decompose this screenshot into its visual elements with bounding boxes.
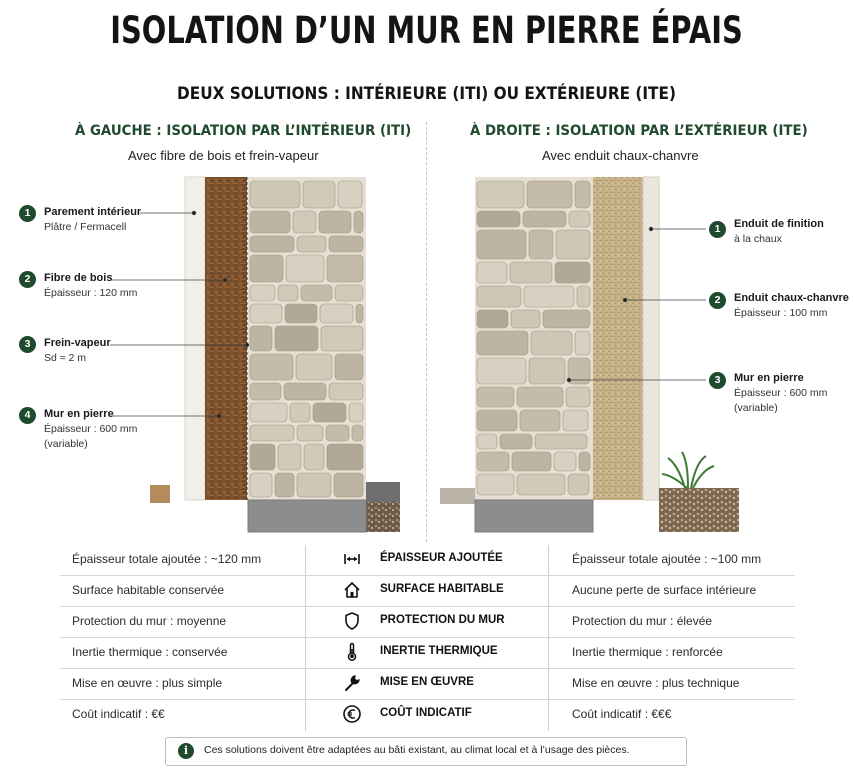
thermometer-icon — [342, 642, 362, 662]
label-detail: Sd ≈ 2 m — [44, 352, 86, 364]
label-detail: (variable) — [44, 438, 88, 450]
label-detail: Épaisseur : 600 mm — [734, 387, 828, 399]
stone-block — [303, 181, 335, 208]
ite-value: Coût indicatif : €€€ — [572, 707, 672, 721]
stone-block — [321, 326, 363, 351]
criterion-label: SURFACE HABITABLE — [380, 583, 504, 595]
stone-block — [555, 262, 590, 283]
stone-block — [510, 262, 552, 283]
stone-block — [477, 387, 514, 407]
label-detail: (variable) — [734, 402, 778, 414]
stone-block — [335, 354, 363, 380]
stone-block — [250, 304, 282, 323]
stone-block — [352, 425, 363, 441]
stone-block — [278, 285, 298, 301]
stone-block — [543, 310, 590, 328]
stone-block — [512, 452, 551, 471]
stone-block — [356, 304, 363, 323]
criterion-label: COÛT INDICATIF — [380, 707, 472, 719]
table-row — [60, 638, 795, 669]
stone-block — [477, 452, 509, 471]
label-title: Mur en pierre — [734, 372, 804, 384]
info-note-text: Ces solutions doivent être adaptées au bâti existant, au climat local et à l’usage des pièces. — [204, 744, 630, 756]
stone-block — [334, 473, 363, 497]
table-row — [60, 545, 795, 576]
criterion-label: ÉPAISSEUR AJOUTÉE — [380, 552, 503, 564]
stone-block — [250, 354, 293, 380]
stone-block — [500, 434, 532, 449]
right-section-title: À DROITE : ISOLATION PAR L’EXTÉRIEUR (ITE) — [470, 123, 808, 139]
ite-value: Aucune perte de surface intérieure — [572, 583, 757, 597]
stone-block — [320, 304, 353, 323]
label-title: Frein-vapeur — [44, 337, 111, 349]
house-icon — [342, 580, 362, 600]
stone-block — [527, 181, 572, 208]
stone-block — [511, 310, 540, 328]
label-title: Mur en pierre — [44, 408, 114, 420]
stone-block — [577, 286, 590, 307]
stone-block — [304, 444, 324, 470]
stone-block — [520, 410, 560, 431]
stone-block — [477, 230, 526, 259]
label-detail: Épaisseur : 100 mm — [734, 307, 828, 319]
label-title: Parement intérieur — [44, 206, 142, 218]
stone-block — [296, 354, 332, 380]
stone-block — [250, 326, 272, 351]
right-section-subtitle: Avec enduit chaux-chanvre — [542, 148, 699, 163]
stone-block — [531, 331, 572, 355]
badge-number: 2 — [19, 271, 36, 288]
info-note — [165, 737, 687, 766]
table-row — [60, 576, 795, 607]
badge-number: 1 — [19, 205, 36, 222]
shield-icon — [342, 611, 362, 631]
lime-finish-layer — [643, 177, 659, 500]
stone-block — [563, 410, 588, 431]
label-detail: à la chaux — [734, 233, 782, 245]
grass-plant — [662, 452, 714, 488]
label-detail: Épaisseur : 120 mm — [44, 287, 138, 299]
badge-number: 3 — [19, 336, 36, 353]
stone-block — [250, 383, 281, 400]
stone-block — [579, 452, 590, 471]
stone-block — [477, 286, 521, 307]
wrench-icon — [342, 673, 362, 693]
iti-value: Épaisseur totale ajoutée : ~120 mm — [72, 552, 262, 566]
badge-number: 3 — [709, 372, 726, 389]
stone-block — [477, 262, 507, 283]
stone-block — [293, 211, 316, 233]
stone-block — [566, 387, 590, 407]
stone-block — [517, 474, 565, 495]
stone-block — [250, 255, 283, 282]
stone-block — [250, 236, 294, 252]
badge-number: 1 — [709, 221, 726, 238]
interior-plaster-layer — [185, 177, 205, 500]
soil-gravel — [659, 488, 739, 532]
stone-block — [250, 285, 275, 301]
stone-block — [275, 473, 294, 497]
stone-block — [329, 236, 363, 252]
stone-block — [286, 255, 324, 282]
page-subtitle: DEUX SOLUTIONS : INTÉRIEURE (ITI) OU EXTÉRIEURE (ITE) — [177, 84, 676, 104]
page-title: ISOLATION D’UN MUR EN PIERRE ÉPAIS — [110, 9, 743, 52]
left-section-title: À GAUCHE : ISOLATION PAR L’INTÉRIEUR (ITI) — [75, 123, 412, 139]
table-row — [60, 669, 795, 700]
stone-block — [477, 181, 524, 208]
criterion-label: INERTIE THERMIQUE — [380, 645, 498, 657]
stone-block — [524, 286, 574, 307]
ite-value: Épaisseur totale ajoutée : ~100 mm — [572, 552, 762, 566]
stone-block — [250, 425, 294, 441]
concrete-foundation — [475, 500, 593, 532]
stone-block — [529, 358, 565, 384]
iti-value: Protection du mur : moyenne — [72, 614, 227, 628]
iti-value: Coût indicatif : €€ — [72, 707, 165, 721]
info-icon: i — [178, 743, 194, 759]
table-row — [60, 700, 795, 730]
label-title: Enduit de finition — [734, 218, 824, 230]
stone-block — [275, 326, 318, 351]
stone-block — [575, 181, 590, 208]
stone-block — [297, 425, 323, 441]
left-section-subtitle: Avec fibre de bois et frein-vapeur — [128, 148, 319, 163]
ite-value: Inertie thermique : renforcée — [572, 645, 723, 659]
label-title: Enduit chaux-chanvre — [734, 292, 849, 304]
stone-block — [297, 236, 326, 252]
badge-number: 4 — [19, 407, 36, 424]
stone-block — [477, 434, 497, 449]
stone-block — [327, 255, 363, 282]
iti-value: Surface habitable conservée — [72, 583, 225, 597]
iti-wall-illustration — [150, 170, 405, 535]
stone-block — [326, 425, 349, 441]
wood-fiber-layer — [205, 177, 247, 500]
stone-block — [568, 474, 589, 495]
stone-block — [529, 230, 553, 259]
stone-block — [477, 310, 508, 328]
wood-floor — [150, 485, 170, 503]
stone-block — [477, 410, 517, 431]
stone-block — [335, 285, 363, 301]
label-detail: Épaisseur : 600 mm — [44, 423, 138, 435]
label-detail: Plâtre / Fermacell — [44, 221, 127, 233]
stone-block — [477, 211, 520, 227]
ite-value: Mise en œuvre : plus technique — [572, 676, 740, 690]
ite-value: Protection du mur : élevée — [572, 614, 713, 628]
badge-number: 2 — [709, 292, 726, 309]
stone-block — [523, 211, 566, 227]
stone-block — [338, 181, 362, 208]
iti-value: Mise en œuvre : plus simple — [72, 676, 223, 690]
stone-block — [278, 444, 301, 470]
exterior-step — [366, 482, 400, 502]
label-title: Fibre de bois — [44, 272, 113, 284]
euro-icon — [342, 704, 362, 724]
iti-value: Inertie thermique : conservée — [72, 645, 228, 659]
stone-block — [568, 358, 590, 384]
stone-block — [319, 211, 351, 233]
stone-block — [250, 403, 287, 422]
ite-wall-illustration — [440, 170, 740, 535]
stone-block — [569, 211, 590, 227]
stone-block — [354, 211, 363, 233]
concrete-foundation — [248, 500, 366, 532]
stone-block — [284, 383, 326, 400]
stone-block — [250, 211, 290, 233]
stone-block — [554, 452, 576, 471]
hemp-lime-render-layer — [593, 177, 643, 500]
stone-block — [327, 444, 363, 470]
stone-block — [290, 403, 310, 422]
stone-block — [349, 403, 363, 422]
stone-block — [477, 358, 526, 384]
stone-block — [575, 331, 590, 355]
stone-block — [556, 230, 590, 259]
criterion-label: MISE EN ŒUVRE — [380, 676, 474, 688]
criterion-label: PROTECTION DU MUR — [380, 614, 505, 626]
stone-block — [535, 434, 587, 449]
stone-block — [297, 473, 331, 497]
stone-block — [301, 285, 332, 301]
stone-blocks — [250, 181, 363, 497]
stone-block — [517, 387, 563, 407]
stone-block — [477, 331, 528, 355]
stone-block — [250, 181, 300, 208]
stone-block — [329, 383, 363, 400]
interior-floor — [440, 488, 475, 504]
stone-block — [250, 444, 275, 470]
stone-block — [250, 473, 272, 497]
soil-gravel — [366, 502, 400, 532]
table-row — [60, 607, 795, 638]
section-divider — [426, 122, 427, 542]
thickness-arrows-icon — [342, 549, 362, 569]
stone-block — [285, 304, 317, 323]
stone-block — [477, 474, 514, 495]
stone-block — [313, 403, 346, 422]
